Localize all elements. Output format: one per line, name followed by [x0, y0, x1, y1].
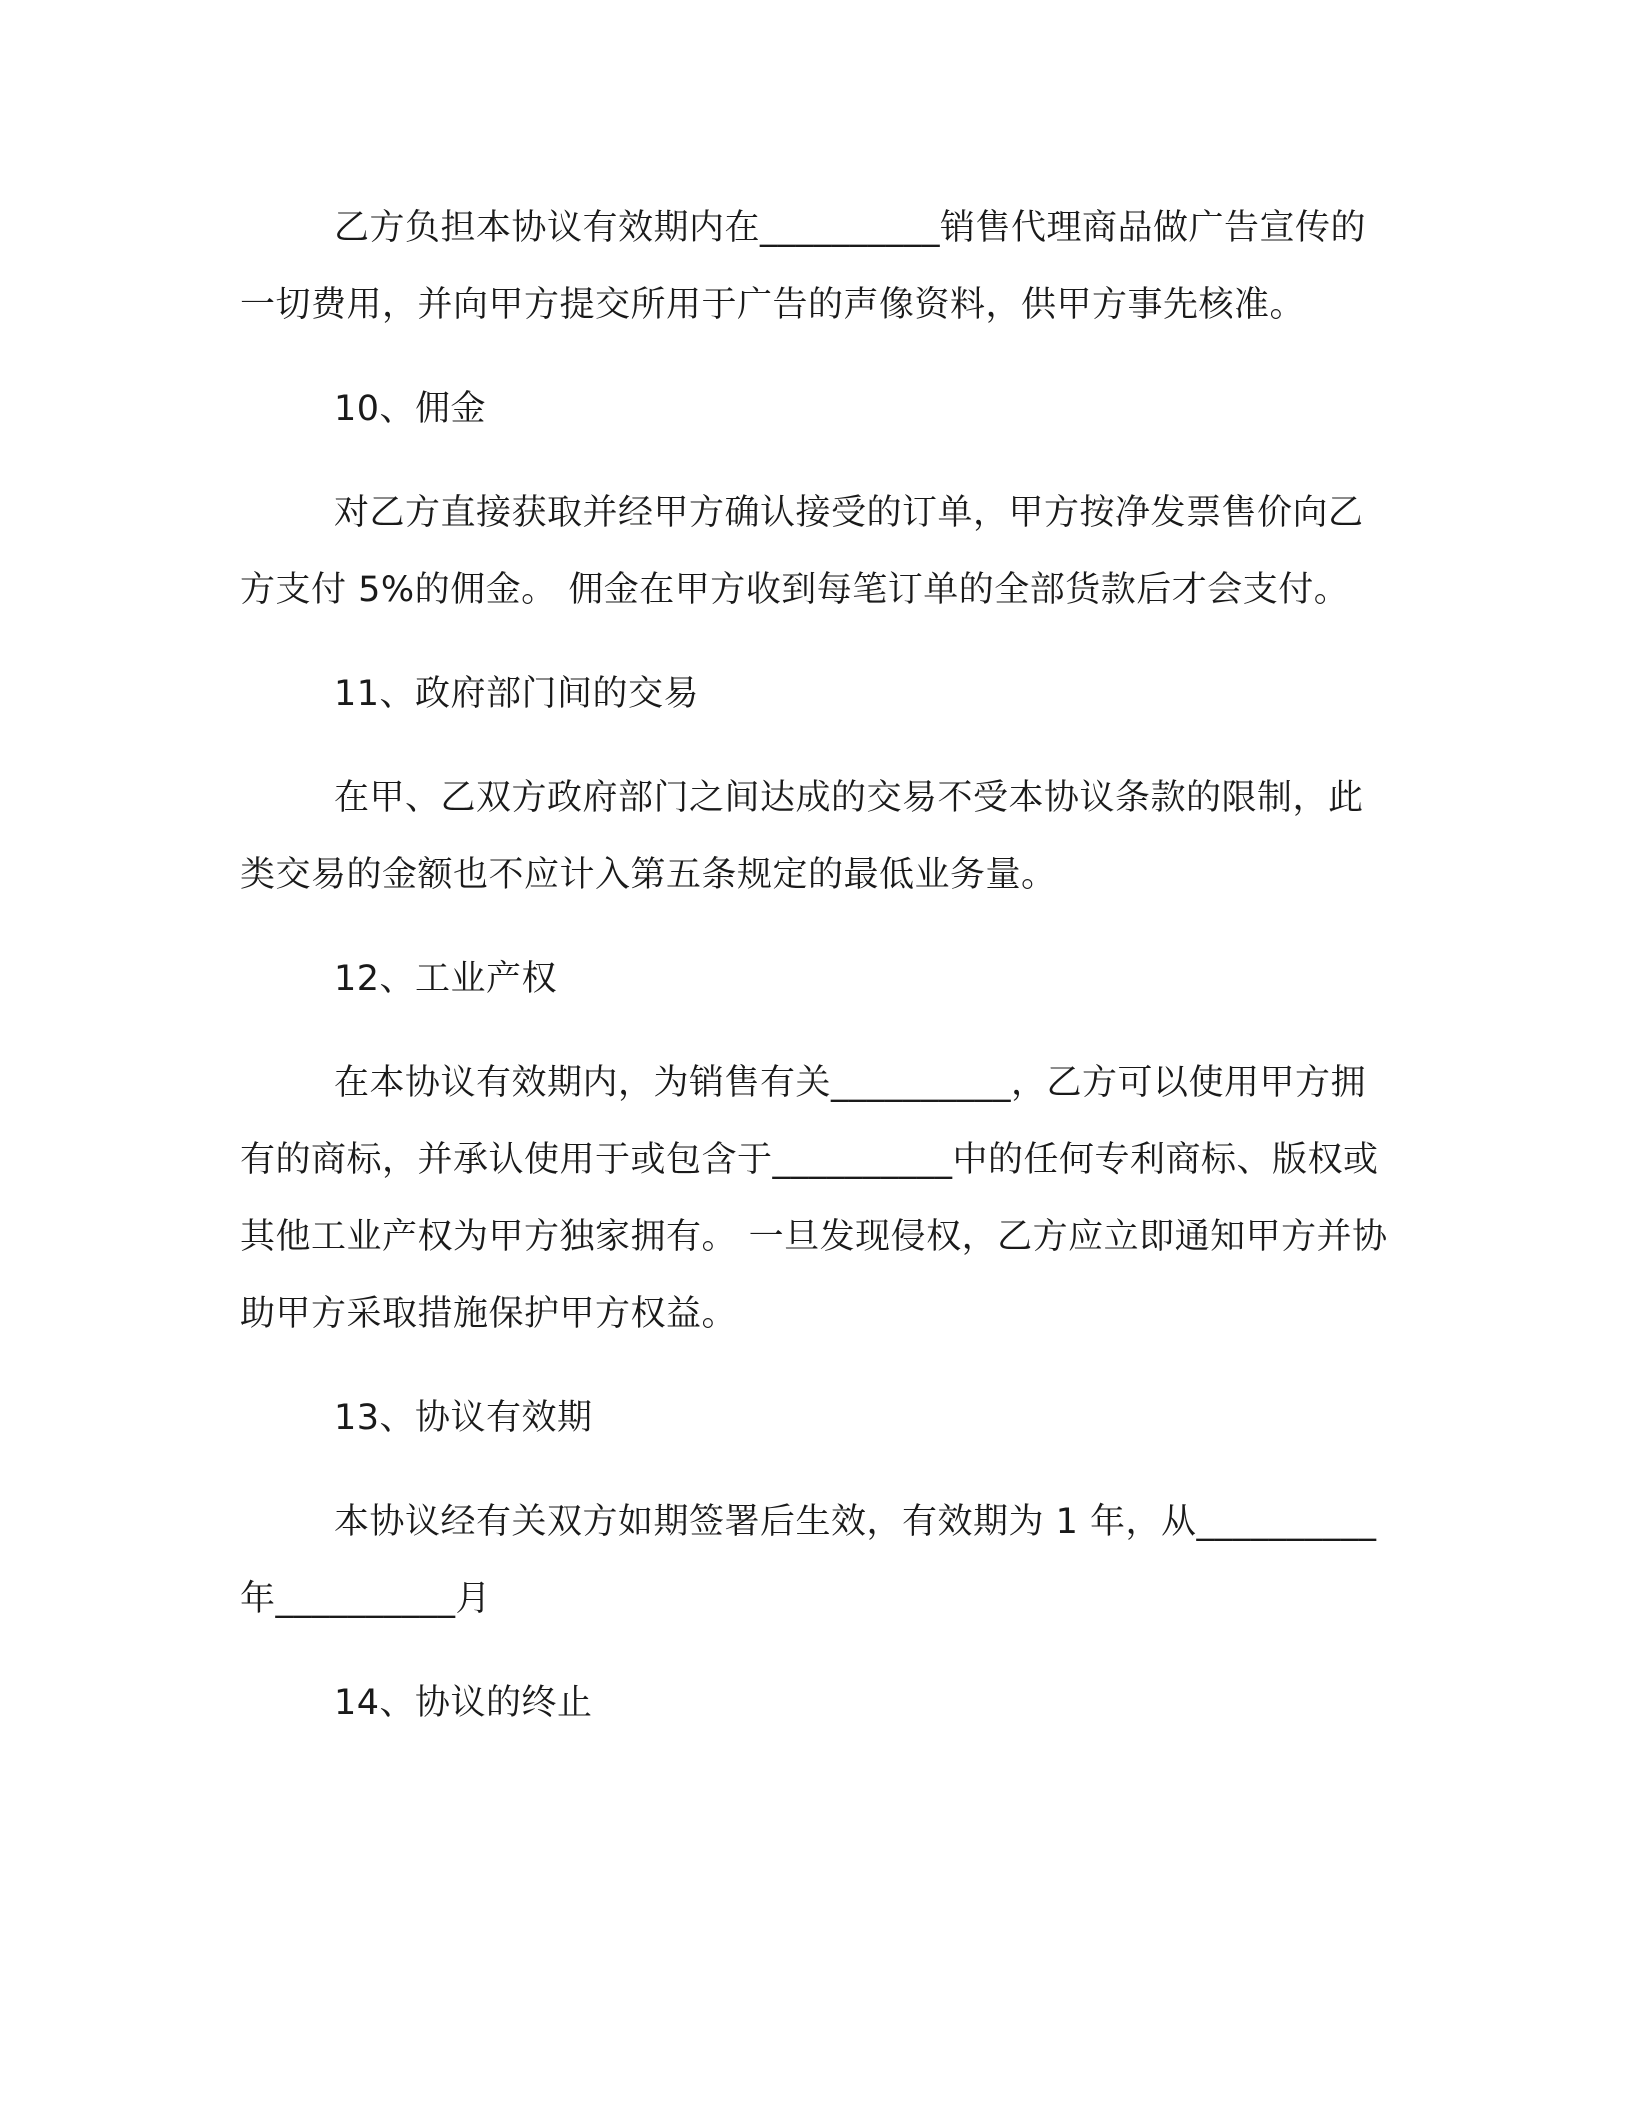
paragraph-validity: 本协议经有关双方如期签署后生效，有效期为 1 年，从__________年__________月 — [240, 1502, 1377, 1619]
paragraph-advertising-costs: 乙方负担本协议有效期内在__________销售代理商品做广告宣传的一切费用，并向甲方提交所用于广告的声像资料，供甲方事先核准。 — [240, 208, 1367, 325]
section-heading-commission: 10、佣金 — [334, 389, 487, 429]
paragraph-industrial-property: 在本协议有效期内，为销售有关__________，乙方可以使用甲方拥有的商标，并承认使用于或包含于__________中的任何专利商标、版权或其他工业产权为甲方独家拥有。 一旦发现侵权，乙方应立即通知甲方并协助甲方采取措施保护甲方权益。 — [240, 1063, 1388, 1334]
section-heading-government-transactions: 11、政府部门间的交易 — [334, 674, 700, 714]
section-heading-industrial-property: 12、工业产权 — [334, 959, 558, 999]
paragraph-commission: 对乙方直接获取并经甲方确认接受的订单，甲方按净发票售价向乙方支付 5%的佣金。 佣金在甲方收到每笔订单的全部货款后才会支付。 — [240, 493, 1364, 610]
document-body — [240, 190, 1390, 1742]
paragraph-government-transactions: 在甲、乙双方政府部门之间达成的交易不受本协议条款的限制，此类交易的金额也不应计入第五条规定的最低业务量。 — [240, 778, 1364, 895]
section-heading-validity: 13、协议有效期 — [334, 1398, 593, 1438]
section-heading-termination: 14、协议的终止 — [334, 1683, 593, 1723]
